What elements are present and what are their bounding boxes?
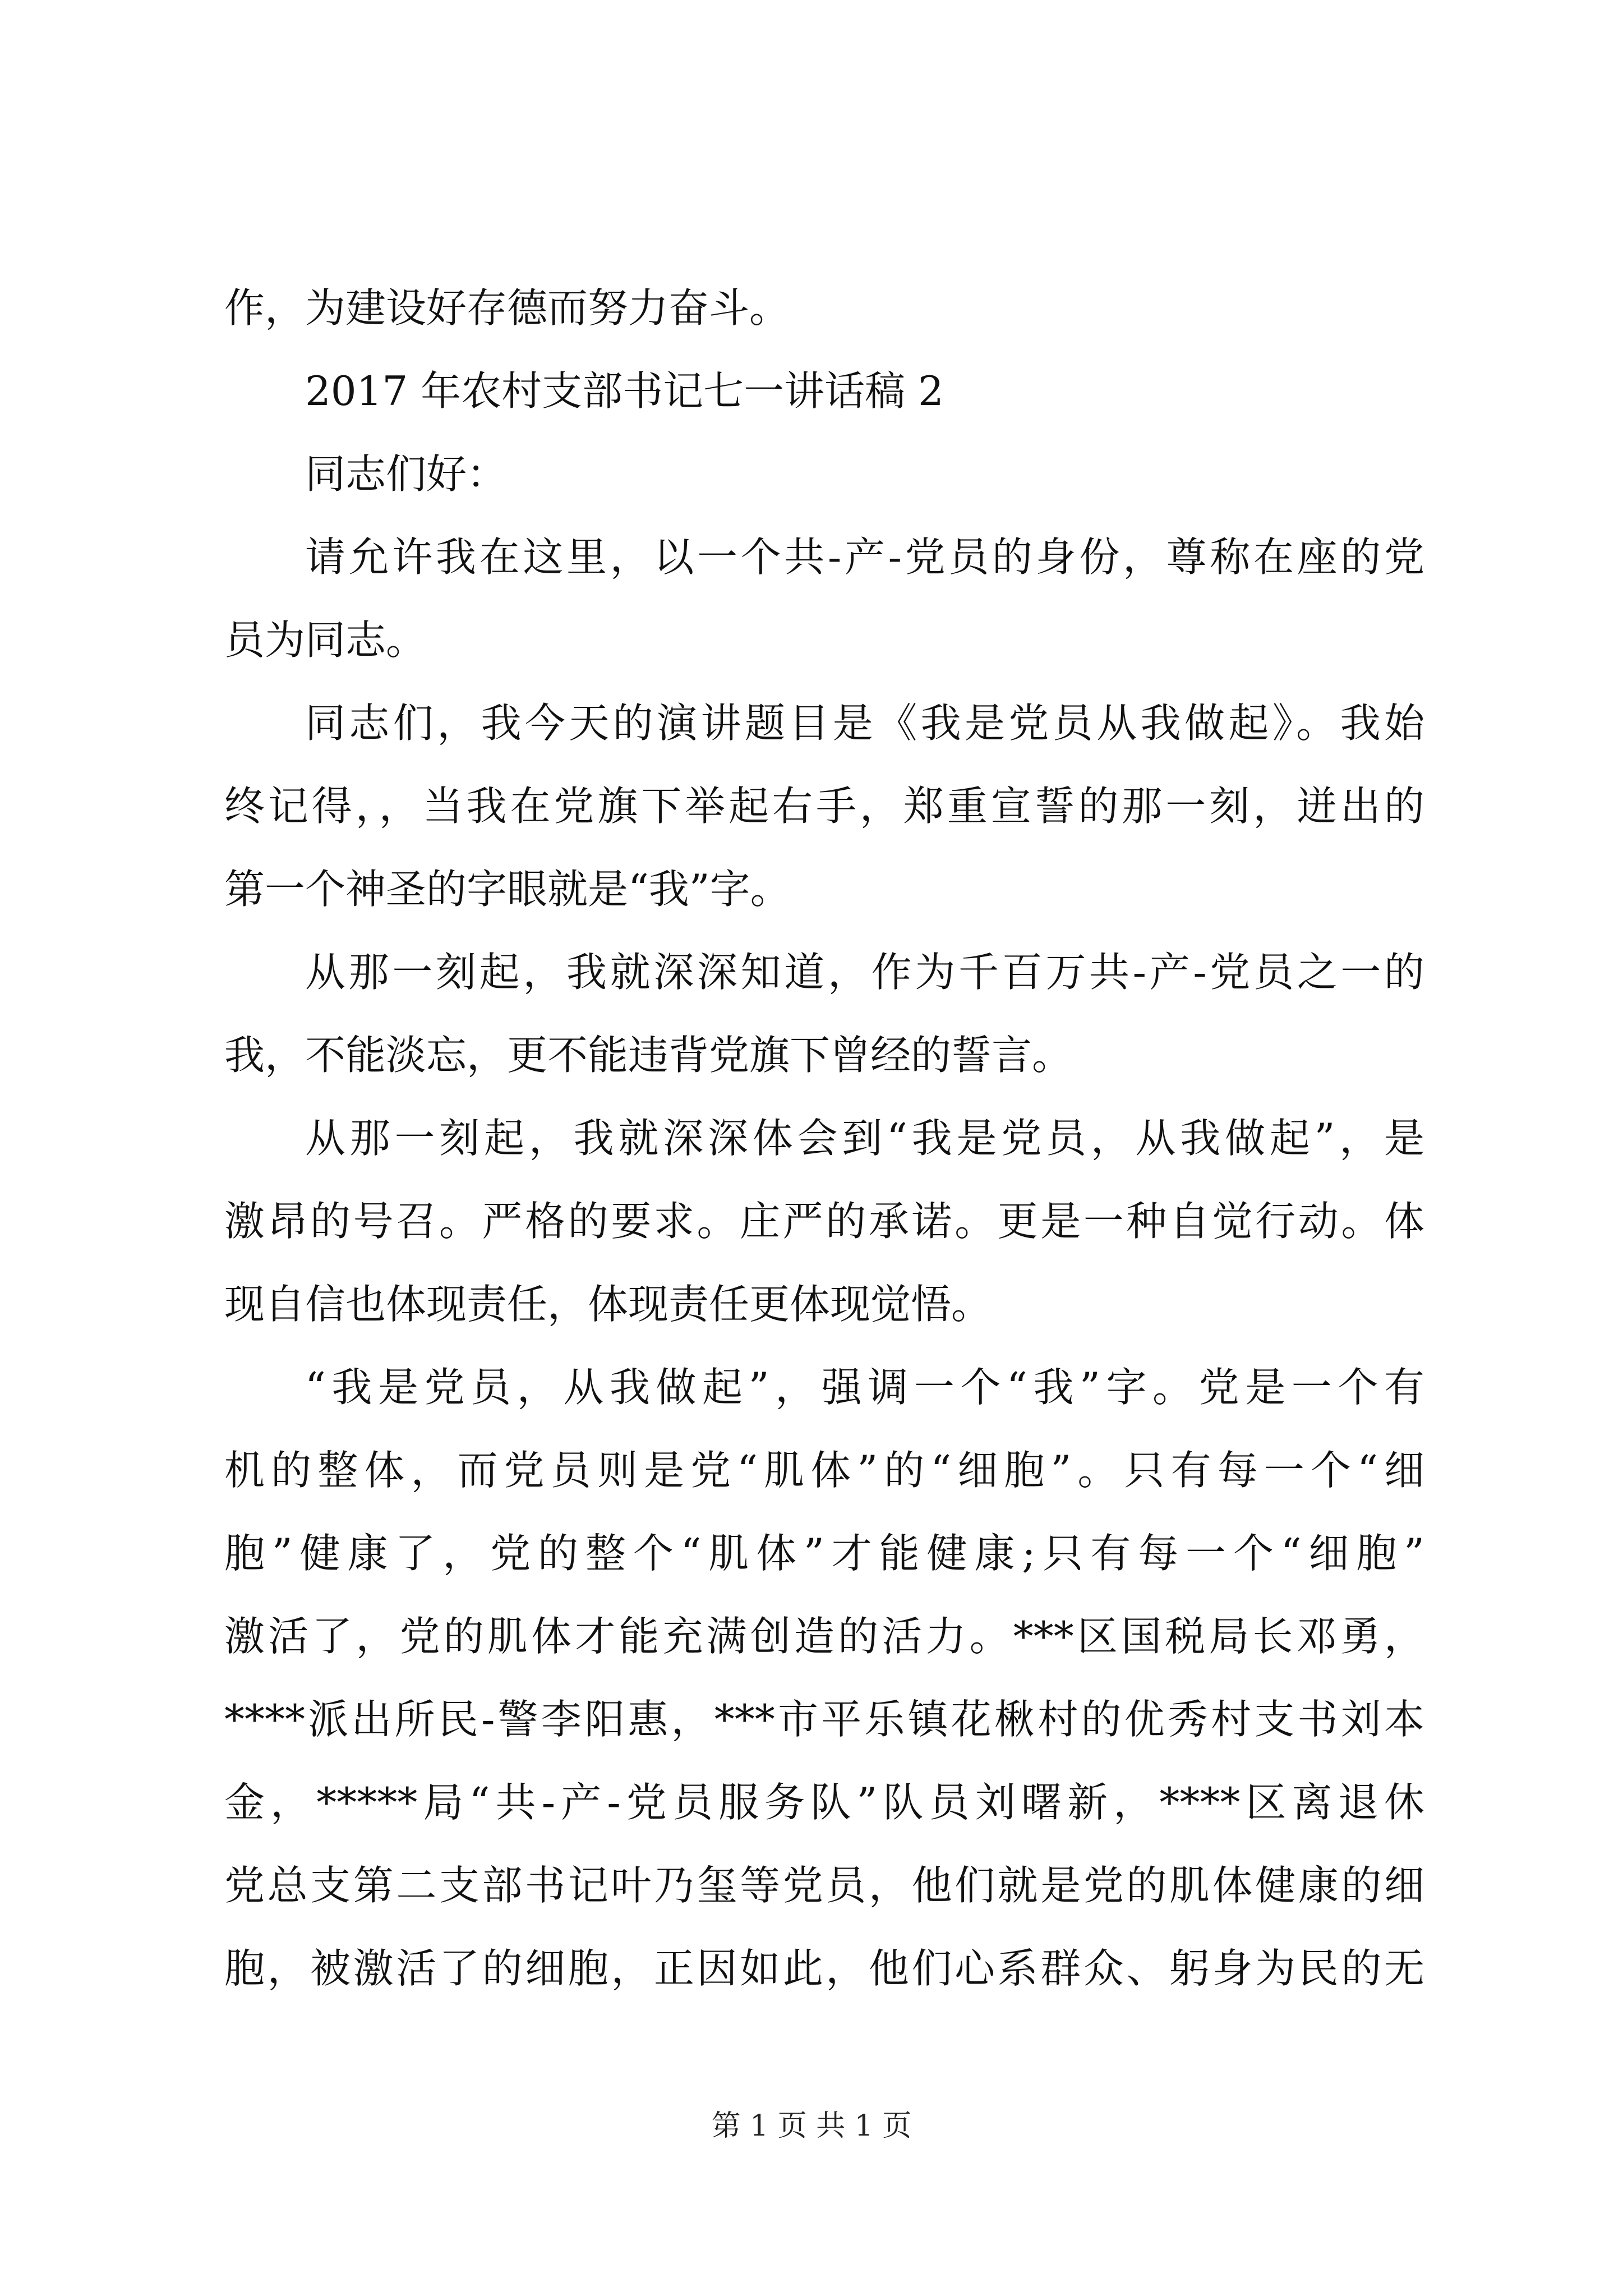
- text-line: 从那一刻起，我就深深体会到“我是党员，从我做起”，是: [305, 1115, 1424, 1162]
- text-line: “我是党员，从我做起”，强调一个“我”字。党是一个有: [305, 1364, 1424, 1411]
- text-line: 终记得，，当我在党旗下举起右手，郑重宣誓的那一刻，迸出的: [224, 783, 1424, 830]
- text-line: 激活了，党的肌体才能充满创造的活力。***区国税局长邓勇，: [224, 1613, 1424, 1660]
- document-body: [224, 266, 1424, 2010]
- text-line: ****派出所民-警李阳惠，***市平乐镇花楸村的优秀村支书刘本: [224, 1696, 1424, 1743]
- text-line: 第一个神圣的字眼就是“我”字。: [224, 866, 791, 913]
- text-line: 机的整体，而党员则是党“肌体”的“细胞”。只有每一个“细: [224, 1447, 1424, 1494]
- text-line: 胞”健康了，党的整个“肌体”才能健康;只有每一个“细胞”: [224, 1530, 1424, 1577]
- text-line: 激昂的号召。严格的要求。庄严的承诺。更是一种自觉行动。体: [224, 1198, 1424, 1245]
- salutation: 同志们好：: [305, 450, 508, 498]
- text-line: 胞，被激活了的细胞，正因如此，他们心系群众、躬身为民的无: [224, 1945, 1424, 1992]
- text-line: 金，*****局“共-产-党员服务队”队员刘曙新，****区离退休: [224, 1779, 1424, 1826]
- section-title: 2017 年农村支部书记七一讲话稿 2: [305, 367, 944, 415]
- text-line: 作，为建设好存德而努力奋斗。: [224, 284, 790, 332]
- text-line: 员为同志。: [224, 616, 427, 664]
- text-line: 从那一刻起，我就深深知道，作为千百万共-产-党员之一的: [305, 949, 1424, 996]
- text-line: 现自信也体现责任，体现责任更体现觉悟。: [224, 1281, 992, 1328]
- text-line: 请允许我在这里，以一个共-产-党员的身份，尊称在座的党: [305, 533, 1424, 581]
- text-line: 党总支第二支部书记叶乃玺等党员，他们就是党的肌体健康的细: [224, 1862, 1424, 1909]
- page-number-footer: 第 1 页 共 1 页: [711, 2109, 912, 2143]
- text-line: 同志们，我今天的演讲题目是《我是党员从我做起》。我始: [305, 700, 1424, 747]
- text-line: 我，不能淡忘，更不能违背党旗下曾经的誓言。: [224, 1032, 1073, 1079]
